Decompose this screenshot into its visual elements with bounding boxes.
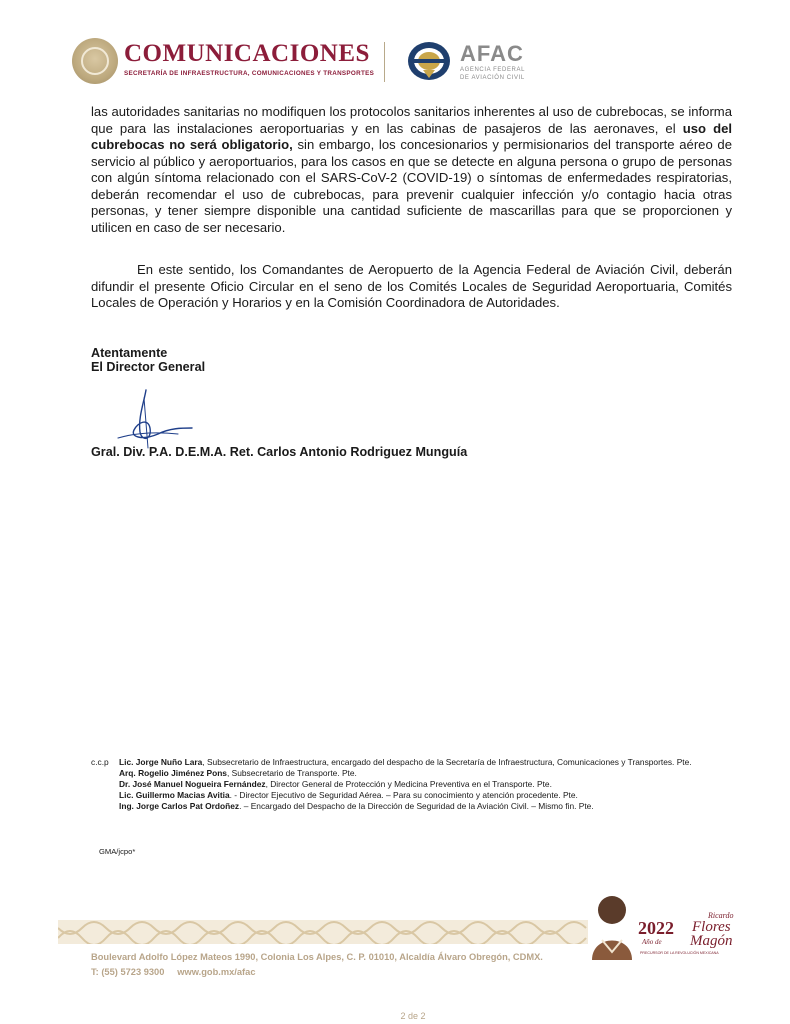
ccp-desc: , Subsecretario de Transporte. Pte.	[226, 768, 357, 778]
p2-text: En este sentido, los Comandantes de Aeropuerto de la Agencia Federal de Aviación Civil, deberán difundir el presente Oficio Circular en el seno de los Comités Locales de Seguridad Aeroportuaria, Comités Locales de Operación y Horarios y en la Comisión Coordinadora de Autoridades.	[91, 262, 732, 310]
carbon-copy-list	[91, 757, 741, 812]
footer-address: Boulevard Adolfo López Mateos 1990, Colonia Los Alpes, C. P. 01010, Alcaldía Álvaro Obregón, CDMX.	[91, 952, 543, 962]
ccp-entry	[119, 790, 741, 801]
ccp-desc: . - Director Ejecutivo de Seguridad Aérea. – Para su conocimiento y atención procedente. Pte.	[229, 790, 578, 800]
ccp-name: Dr. José Manuel Nogueira Fernández	[119, 779, 266, 789]
body-paragraph-2	[91, 262, 732, 312]
signer-name: Gral. Div. P.A. D.E.M.A. Ret. Carlos Antonio Rodriguez Munguía	[91, 445, 468, 459]
ccp-entry	[119, 757, 741, 768]
name-big-2: Magón	[690, 933, 733, 949]
footer-contact: T: (55) 5723 9300 www.gob.mx/afac	[91, 967, 256, 977]
footer-contact-block	[91, 950, 543, 980]
ccp-desc: , Director General de Protección y Medicina Preventiva en el Transporte. Pte.	[265, 779, 552, 789]
salutation: Atentamente	[91, 346, 168, 360]
p1-bold-text: uso del cubrebocas no será obligatorio,	[91, 120, 732, 152]
ccp-desc: . – Encargado del Despacho de la Dirección de Seguridad de la Aviación Civil. – Mismo fin. Pte.	[239, 801, 594, 811]
header-divider	[384, 42, 385, 82]
ccp-entry	[119, 779, 741, 790]
tagline: PRECURSOR DE LA REVOLUCIÓN MEXICANA	[640, 951, 719, 955]
ccp-name: Lic. Guillermo Macias Avitia	[119, 790, 230, 800]
p1-text-a: las autoridades sanitarias no modifiquen los protocolos sanitarios inherentes al uso de cubrebocas, se informa que para las instalaciones aeroportuarias y en las cabinas de pasajeros de las aeronaves, el	[91, 104, 732, 136]
agency-name: AFAC	[460, 41, 524, 66]
closing-block	[91, 346, 205, 374]
reference-initials: GMA/jcpo*	[99, 847, 136, 856]
afac-emblem-icon	[406, 40, 452, 82]
ministry-block	[124, 40, 374, 77]
national-seal-icon	[72, 38, 118, 84]
ccp-name: Ing. Jorge Carlos Pat Ordoñez	[119, 801, 240, 811]
letterhead	[72, 36, 552, 86]
year-caption: Año de	[642, 938, 662, 946]
commemorative-2022-logo	[584, 882, 744, 962]
ccp-label: c.c.p	[91, 757, 109, 767]
agency-subtitle-2: DE AVIACIÓN CIVIL	[460, 75, 525, 81]
ccp-desc: , Subsecretario de Infraestructura, encargado del despacho de la Secretaría de Infraestructura, Comunicaciones y Transportes. Pte.	[202, 757, 692, 767]
ccp-entry	[119, 801, 741, 812]
page-number: 2 de 2	[400, 1011, 426, 1021]
agency-subtitle-1: AGENCIA FEDERAL	[460, 67, 526, 73]
year-text: 2022	[638, 918, 674, 938]
ccp-entry	[119, 768, 741, 779]
name-big-1: Flores	[692, 919, 731, 935]
ministry-subtitle: SECRETARÍA DE INFRAESTRUCTURA, COMUNICACIONES Y TRANSPORTES	[124, 70, 375, 77]
ccp-name: Arq. Rogelio Jiménez Pons	[119, 768, 227, 778]
ccp-name: Lic. Jorge Nuño Lara	[119, 757, 203, 767]
decorative-pattern-band	[58, 920, 588, 944]
handwritten-signature	[108, 388, 198, 450]
signer-position: El Director General	[91, 360, 206, 374]
name-small: Ricardo	[708, 911, 734, 920]
body-paragraph-1	[91, 104, 732, 236]
agency-block	[460, 42, 525, 82]
ministry-name: COMUNICACIONES	[124, 40, 370, 67]
p1-text-b: sin embargo, los concesionarios y permisionarios del transporte aéreo de servicio al público y aeroportuarios, para los casos en que se detecte en alguna persona o grupo de personas con algún síntoma relacionado con el SARS-CoV-2 (COVID-19) o síntomas de enfermedades respiratorias, deberán recomendar el uso de cubrebocas, para prevenir cualquier infección y/o contagio hacia otras personas, y tener siempre disponible una cantidad suficiente de mascarillas para que se proporcionen y utilicen en caso de ser necesario.	[91, 137, 732, 235]
